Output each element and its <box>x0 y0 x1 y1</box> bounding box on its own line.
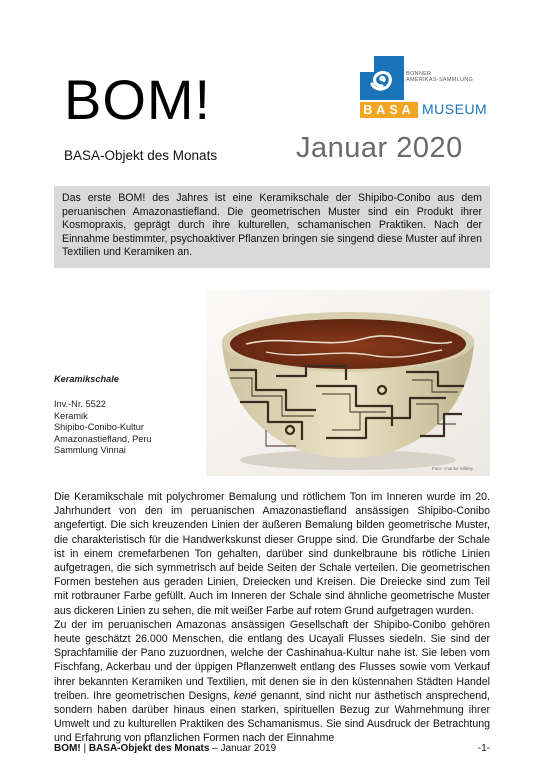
caption-line: Inv.-Nr. 5522 <box>54 399 106 410</box>
kene-term: kené <box>233 689 257 702</box>
page-number: -1- <box>477 743 490 754</box>
intro-box: Das erste BOM! des Jahres ist eine Keramikschale der Shipibo-Conibo aus dem peruanischen Amazonastiefland. Die geometrischen Muster sind ein Produkt ihrer Kosmopraxis, geprägt durch ihre kulturellen, schamanischen Praktiken. Nach der Einnahme bestimmter, psychoaktiver Pflanzen bringen sie singend diese Muster auf ihren Textilien und Keramiken an. <box>54 186 490 268</box>
body-text <box>54 490 490 746</box>
page-subtitle: BASA-Objekt des Monats <box>64 148 218 163</box>
paragraph-2: Zu der im peruanischen Amazonas ansässigen Gesellschaft der Shipibo-Conibo gehören heute geschätzt 26.000 Menschen, die entlang des Ucayali Flusses siedeln. Sie sind der Sprachfamilie der Pano zuzuordnen, welche der Cashinahua-Kultur nahe ist. Sie leben vom Fischfang, Ackerbau und der üppigen Pflanzenwelt entlang des Flusses sowie vom Verkauf ihrer bekannten Keramiken und Textilien, mit denen sie in den küstennahen Städten Handel treiben. Ihre geometrischen Designs, kené genannt, sind nicht nur ästhetisch ansprechend, sondern haben darüber hinaus einen starken, spirituellen Bezug zur Wahrnehmung ihrer Umwelt und zu kulturellen Praktiken des Schamanismus. Sie sind Ausdruck der Betrachtung und Erfahrung von pflanzlichen Formen nach der Einnahme <box>54 618 490 745</box>
caption-line: Amazonastiefland, Peru <box>54 433 152 444</box>
object-caption <box>54 374 204 456</box>
paragraph-1: Die Keramikschale mit polychromer Bemalung und rötlichem Ton im Inneren wurde im 20. Jahrhundert von den im peruanischen Amazonastiefland ansässigen Shipibo-Conibo angefertigt. Die sich kreuzenden Linien der äußeren Bemalung bilden geometrische Muster, die charakteristisch für die Handwerkskunst dieser Gruppe sind. Die Grundfarbe der Schale ist in einem cremefarbenen Ton gehalten, darüber sind dunkelbraune bis rötliche Linien aufgetragen, die sich symmetrisch auf beide Seiten der Schale verteilen. Die geometrischen Formen bestehen aus geraden Linien, Dreiecken und Kreisen. Die Dreiecke sind zum Teil mit rotbrauner Farbe gefüllt. Auch im Inneren der Schale sind ähnliche geometrische Muster aus dickeren Linien zu sehen, die mit weißer Farbe auf rotem Grund aufgetragen wurden. <box>54 491 490 617</box>
museum-logo <box>360 56 500 120</box>
footer-date: – Januar 2019 <box>209 743 277 754</box>
logo-org-name: BONNER AMERIKAS-SAMMLUNG <box>406 71 474 83</box>
issue-month: Januar 2020 <box>296 132 463 164</box>
bowl-photo <box>206 290 490 476</box>
logo-basa-text: BASA <box>360 102 418 118</box>
footer-series: BASA-Objekt des Monats <box>88 743 210 754</box>
photo-credit: Foto: Ananke Silbley <box>432 466 474 471</box>
caption-title: Keramikschale <box>54 374 119 384</box>
page-title: BOM! <box>64 68 212 131</box>
logo-museum-text: MUSEUM <box>422 101 488 117</box>
spiral-logo-icon <box>360 56 404 100</box>
page-footer: BOM! | BASA-Objekt des Monats – Januar 2019 -1- <box>54 743 490 754</box>
caption-line: Sammlung Vinnai <box>54 445 126 456</box>
footer-brand: BOM! <box>54 743 81 754</box>
caption-line: Keramik <box>54 410 88 421</box>
ceramic-bowl-image <box>206 290 490 476</box>
caption-line: Shipibo-Conibo-Kultur <box>54 422 144 433</box>
